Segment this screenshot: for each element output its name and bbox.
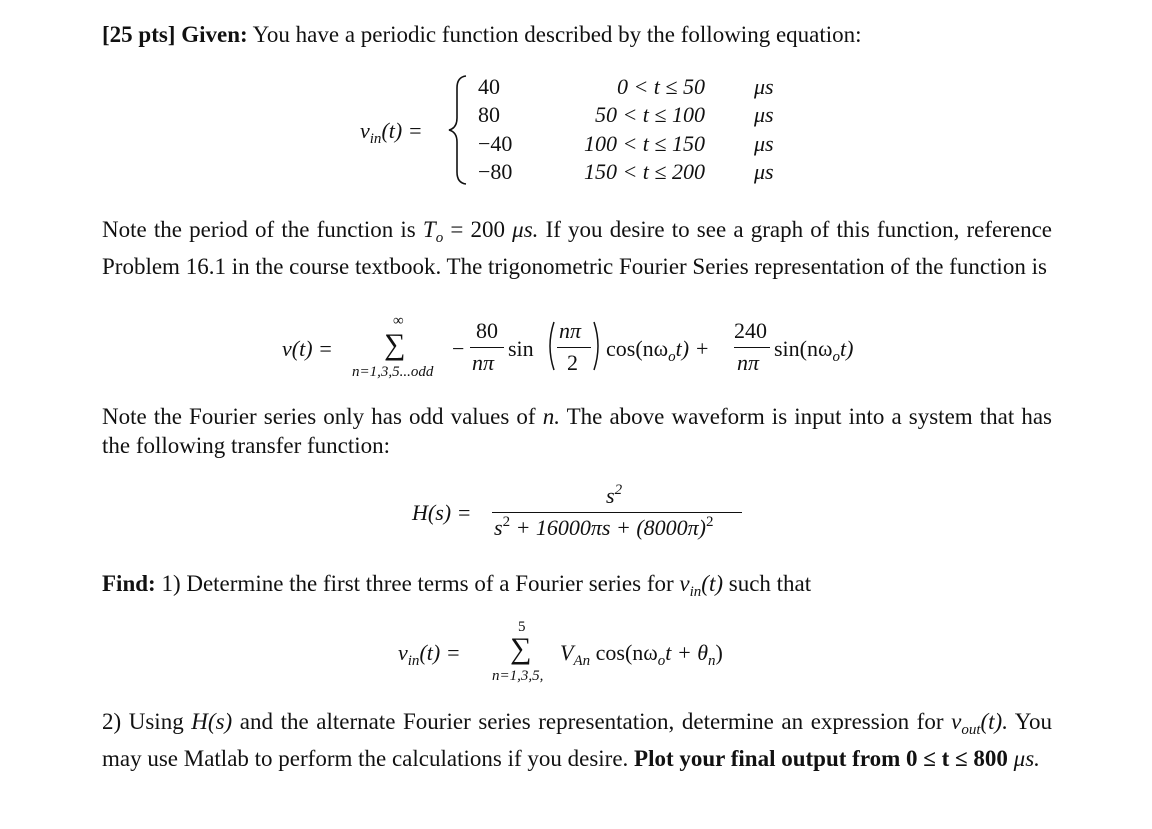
left-paren-icon	[544, 320, 556, 372]
coef2-denominator: nπ	[737, 350, 760, 375]
vin-sum-lhs: $v_{in}(t)$ =	[398, 640, 461, 669]
given-label: Given:	[181, 22, 248, 47]
vin-sum-lower-limit: n=1,3,5,	[492, 668, 544, 684]
left-brace-icon	[447, 74, 469, 186]
find-paragraph: Find: 1) Determine the first three terms of a Fourier series for $v_{in}(t)$ such that	[102, 571, 812, 600]
coef1-numerator: 80	[476, 318, 498, 343]
vin-sum-upper-limit: 5	[518, 619, 526, 635]
piecewise-condition-3: 100 < t ≤ 150	[583, 131, 705, 156]
minus-sign: −	[452, 336, 465, 361]
piecewise-unit-4: μs	[754, 159, 774, 184]
sum-upper-limit: ∞	[393, 313, 404, 329]
piecewise-condition-2: 50 < t ≤ 100	[594, 102, 705, 127]
vin-summation-symbol: ∑	[510, 632, 532, 665]
coef1-fraction-line	[470, 347, 504, 348]
sin-function: sin	[508, 336, 534, 361]
coef1-denominator: nπ	[472, 350, 495, 375]
given-paragraph	[102, 21, 1052, 50]
inner-numerator: nπ	[559, 318, 582, 343]
sum-lower-limit: n=1,3,5...odd	[352, 364, 434, 380]
piecewise-value-3: −40	[478, 131, 513, 156]
find-label: Find:	[102, 571, 156, 596]
part2-paragraph: 2) Using H(s) and the alternate Fourier series representation, determine an expression for $v_{out}(t)$. You may use Matlab to perform the calculations if you desire. Plot your final output from 0 ≤ t ≤ 800 μs.	[102, 709, 1053, 771]
sin2-term: $\sin(n\omega_ot)$	[774, 336, 854, 365]
coef2-numerator: 240	[734, 318, 767, 343]
summation-symbol: ∑	[384, 328, 406, 361]
piecewise-condition-4: 150 < t ≤ 200	[583, 159, 705, 184]
right-paren-icon	[592, 320, 604, 372]
piecewise-unit-2: μs	[754, 102, 774, 127]
coef2-fraction-line	[734, 347, 770, 348]
inner-denominator: 2	[567, 350, 578, 375]
piecewise-unit-3: μs	[754, 131, 774, 156]
transfer-fraction-line	[492, 512, 742, 513]
given-text: You have a periodic function described by the following equation:	[252, 22, 862, 47]
odd-values-paragraph: Note the Fourier series only has odd values of n. The above waveform is input into a system that has the following transfer function:	[102, 404, 1053, 458]
cos-term: $\cos(n\omega_ot)$ +	[606, 336, 710, 365]
piecewise-unit-1: μs	[754, 74, 774, 99]
period-variable: $T_o$	[422, 217, 444, 246]
piecewise-lhs: $v_{in}(t)$ =	[360, 118, 423, 147]
points-label: [25 pts]	[102, 22, 176, 47]
piecewise-value-4: −80	[478, 159, 513, 184]
period-note-paragraph: Note the period of the function is $T_o = 200$ μs. If you desire to see a graph of this function, reference Problem 16.1 in the course textbook. The trigonometric Fourier Series representation of the function is	[102, 217, 1052, 279]
vin-sum-term: $V_{An}$ $\cos(n\omega_ot + \theta_n)$	[560, 640, 723, 669]
transfer-numerator: $s^2$	[606, 482, 623, 508]
transfer-lhs: H(s) =	[412, 500, 472, 525]
piecewise-value-1: 40	[478, 74, 500, 99]
fourier-lhs: v(t) =	[282, 336, 333, 361]
inner-fraction-line	[557, 347, 591, 348]
transfer-denominator: $s^2 + 16000\pi s + (8000\pi)^2$	[494, 514, 714, 540]
piecewise-value-2: 80	[478, 102, 500, 127]
piecewise-condition-1: 0 < t ≤ 50	[616, 74, 705, 99]
